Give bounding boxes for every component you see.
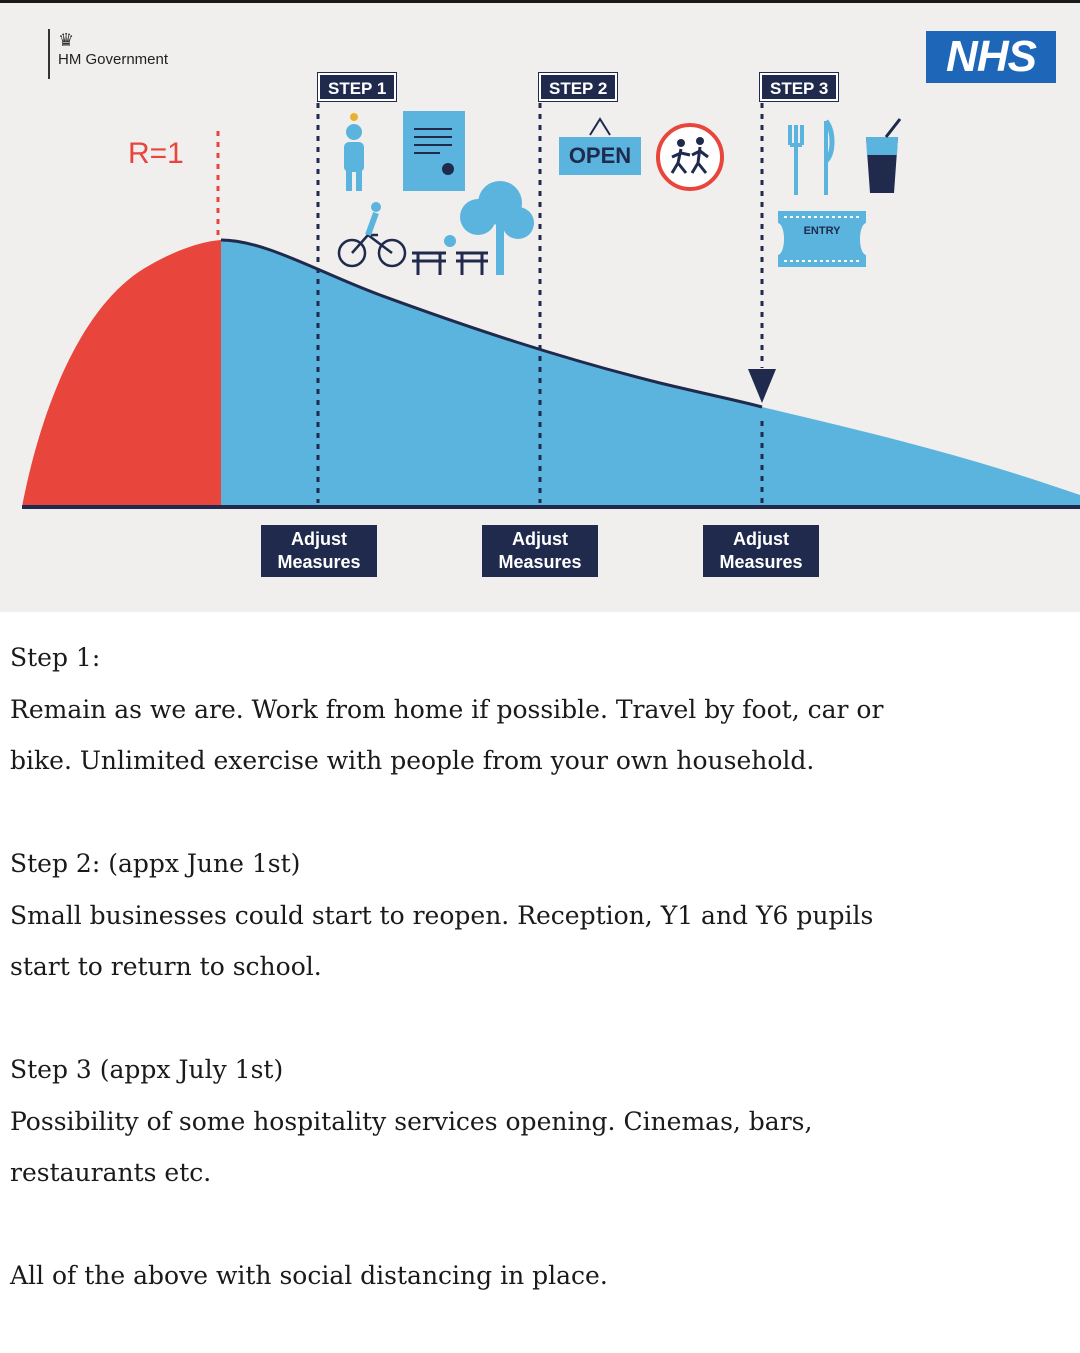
step3-text-line1: Possibility of some hospitality services opening. Cinemas, bars, — [10, 1106, 813, 1136]
park-bench-icon — [412, 235, 488, 275]
step1-text-line1: Remain as we are. Work from home if possible. Travel by foot, car or — [10, 694, 884, 724]
step3-label: STEP 3 — [760, 73, 838, 101]
step1-text-line2: bike. Unlimited exercise with people from your own household. — [10, 746, 815, 775]
curve-blue-area — [221, 240, 1080, 507]
adjust-line: Adjust — [733, 529, 789, 549]
government-label: HM Government — [58, 51, 169, 68]
adjust-line: Adjust — [512, 529, 568, 549]
r-equals-one-label: R=1 — [128, 137, 184, 170]
adjust-measures-2 — [482, 525, 598, 577]
sign-hanger-icon — [590, 119, 610, 135]
recovery-infographic — [0, 0, 1080, 612]
step-notes — [10, 632, 1070, 1302]
open-sign-icon: OPEN — [559, 137, 641, 175]
cutlery-icon — [790, 121, 832, 195]
measures-line: Measures — [498, 552, 582, 572]
measures-line: Measures — [719, 552, 803, 572]
children-sign-icon — [658, 125, 722, 189]
step2-text-line1: Small businesses could start to reopen. Reception, Y1 and Y6 pupils — [10, 900, 874, 930]
curve-red-area — [22, 240, 221, 507]
drink-cup-icon — [866, 119, 900, 193]
certificate-icon — [403, 111, 465, 191]
ticket-icon — [778, 211, 866, 267]
footer-note: All of the above with social distancing in place. — [10, 1261, 608, 1290]
step3-title: Step 3 (appx July 1st) — [10, 1055, 284, 1084]
cyclist-icon — [339, 202, 405, 266]
step2-text-line2: start to return to school. — [10, 952, 322, 981]
adjust-measures-3 — [703, 525, 819, 577]
step1-title: Step 1: — [10, 643, 101, 672]
step2-label: STEP 2 — [539, 73, 617, 101]
step3-text-line2: restaurants etc. — [10, 1158, 212, 1187]
entry-ticket-label: ENTRY — [803, 225, 841, 237]
measures-line: Measures — [277, 552, 361, 572]
hm-government-logo — [48, 29, 168, 79]
down-arrow-icon — [748, 369, 776, 403]
adjust-measures-1 — [261, 525, 377, 577]
step1-label: STEP 1 — [318, 73, 396, 101]
crest-icon: ♛ — [58, 30, 75, 50]
person-icon — [344, 113, 364, 191]
nhs-logo: NHS — [926, 31, 1056, 83]
step2-title: Step 2: (appx June 1st) — [10, 849, 301, 878]
adjust-line: Adjust — [291, 529, 347, 549]
